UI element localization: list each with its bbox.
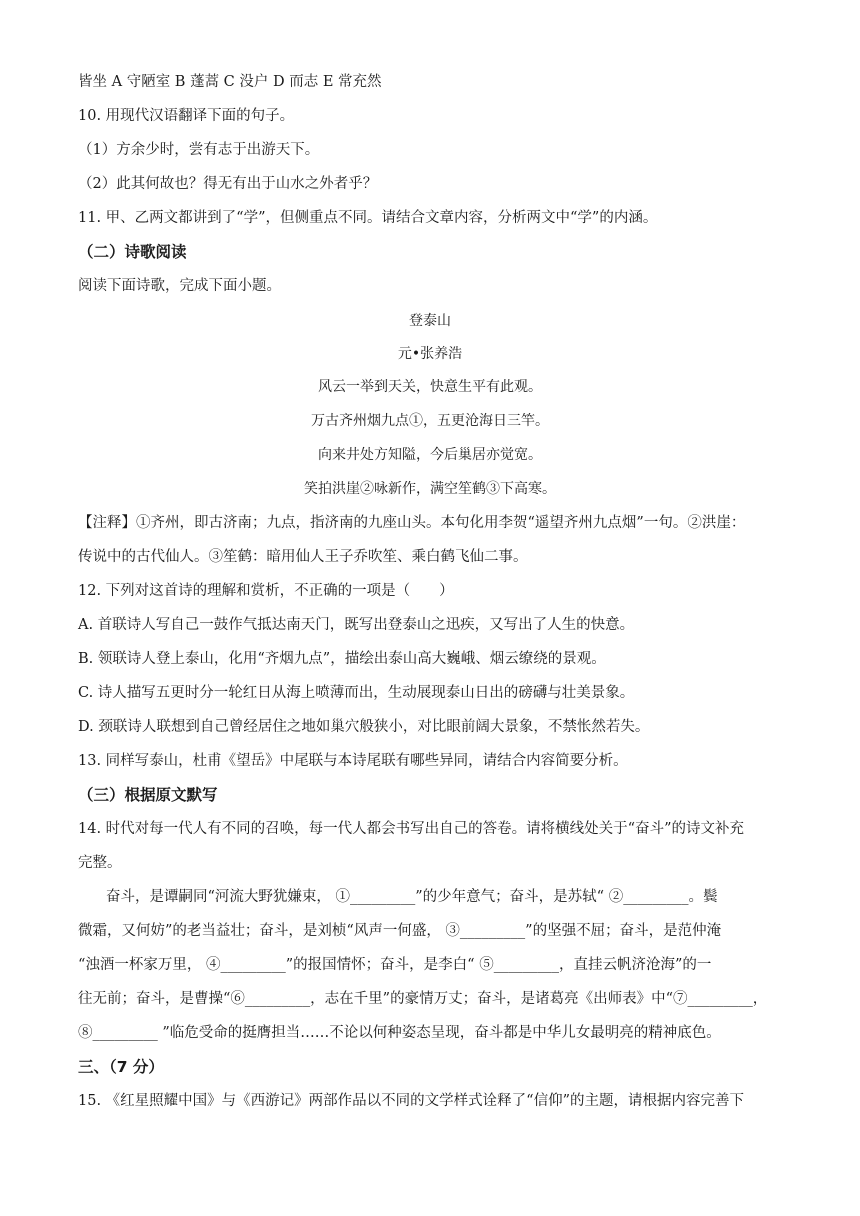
option-c: C. 诗人描写五更时分一轮红日从海上喷薄而出，生动展现泰山日出的磅礴与壮美景象。 xyxy=(78,685,635,701)
option-d: D. 颈联诗人联想到自己曾经居住之地如巢穴般狭小，对比眼前阔大景象，不禁怅然若失。 xyxy=(78,719,650,735)
poem-author: 元•张养浩 xyxy=(397,346,463,362)
choice-line: 皆坐 A 守陋室 B 蓬蒿 C 没户 D 而志 E 常充然 xyxy=(78,74,382,90)
question-10: 10. 用现代汉语翻译下面的句子。 xyxy=(78,108,295,124)
dictation-paragraph-line-4: 往无前；奋斗，是曹操“⑥_________，志在千里”的豪情万丈；奋斗，是诸葛亮《出师表》中“⑦_________， xyxy=(78,991,768,1007)
question-14-line-1: 14. 时代对每一代人有不同的召唤，每一代人都会书写出自己的答卷。请将横线处关于“奋斗”的诗文补充 xyxy=(78,821,744,837)
dictation-paragraph-line-2: 微霜，又何妨”的老当益壮；奋斗，是刘桢“风声一何盛， ③_________”的坚强不屈；奋斗，是范仲淹 xyxy=(78,923,722,939)
question-13: 13. 同样写泰山，杜甫《望岳》中尾联与本诗尾联有哪些异同，请结合内容简要分析。 xyxy=(78,753,628,769)
section-heading-dictation: （三）根据原文默写 xyxy=(78,786,218,804)
poetry-instruction: 阅读下面诗歌，完成下面小题。 xyxy=(78,278,281,294)
poem-line-4: 笑拍洪崖②咏新作，满空笙鹤③下高寒。 xyxy=(304,481,556,497)
question-10-item-1: （1）方余少时，尝有志于出游天下。 xyxy=(78,142,320,158)
dictation-paragraph-line-3: “浊酒一杯家万里， ④_________”的报国情怀；奋斗，是李白“ ⑤_________，直挂云帆济沧海”的一 xyxy=(78,957,712,973)
poem-line-1: 风云一举到天关，快意生平有此观。 xyxy=(318,379,542,395)
question-14-line-2: 完整。 xyxy=(78,855,122,871)
poem-title: 登泰山 xyxy=(409,313,451,329)
poem-notes-line-2: 传说中的古代仙人。③笙鹤：暗用仙人王子乔吹笙、乘白鹤飞仙二事。 xyxy=(78,549,528,565)
dictation-paragraph-line-1: 奋斗，是谭嗣同“河流大野犹嫌束， ①_________”的少年意气；奋斗，是苏轼“ ②_________。鬓 xyxy=(106,889,718,905)
poem-line-2: 万古齐州烟九点①，五更沧海日三竿。 xyxy=(311,413,549,429)
option-a: A. 首联诗人写自己一鼓作气抵达南天门，既写出登泰山之迅疾，又写出了人生的快意。 xyxy=(78,617,635,633)
section-heading-three: 三、（7 分） xyxy=(78,1058,164,1076)
question-11: 11. 甲、乙两文都讲到了“学”，但侧重点不同。请结合文章内容，分析两文中“学”的内涵。 xyxy=(78,210,658,226)
section-heading-poetry: （二）诗歌阅读 xyxy=(78,243,187,261)
dictation-paragraph-line-5: ⑧_________ ”临危受命的挺膺担当……不论以何种姿态呈现，奋斗都是中华儿女最明亮的精神底色。 xyxy=(78,1025,721,1041)
question-12: 12. 下列对这首诗的理解和赏析，不正确的一项是（ ） xyxy=(78,583,454,599)
question-15: 15. 《红星照耀中国》与《西游记》两部作品以不同的文学样式诠释了“信仰”的主题，请根据内容完善下 xyxy=(78,1093,744,1109)
poem-notes-line-1: 【注释】①齐州，即古济南；九点，指济南的九座山头。本句化用李贺“遥望齐州九点烟”一句。②洪崖： xyxy=(78,515,746,531)
poem-line-3: 向来井处方知隘，今后巢居亦觉宽。 xyxy=(318,447,542,463)
question-10-item-2: （2）此其何故也？得无有出于山水之外者乎？ xyxy=(78,176,378,192)
option-b: B. 领联诗人登上泰山，化用“齐烟九点”，描绘出泰山高大巍峨、烟云缭绕的景观。 xyxy=(78,651,606,667)
